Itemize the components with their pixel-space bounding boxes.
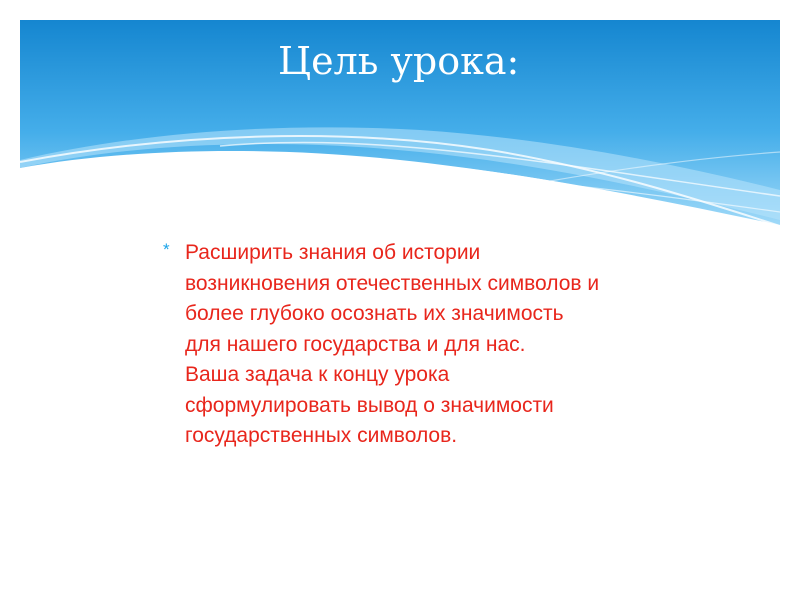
- bullet-line: для нашего государства и для нас.: [185, 332, 526, 356]
- bullet-line: возникновения отечественных символов и: [185, 271, 600, 295]
- bullet-marker: *: [163, 240, 170, 259]
- bullet-line: более глубоко осознать их значимость: [185, 302, 564, 325]
- bullet-line: государственных символов.: [185, 424, 458, 447]
- slide-title: Цель урока:: [278, 39, 520, 83]
- bullet-line: сформулировать вывод о значимости: [185, 393, 554, 417]
- bullet-line: Ваша задача к концу урока: [185, 363, 450, 386]
- bullet-text: [185, 238, 723, 452]
- bullet-item: [163, 238, 723, 452]
- bullet-line: Расширить знания об истории: [185, 241, 481, 264]
